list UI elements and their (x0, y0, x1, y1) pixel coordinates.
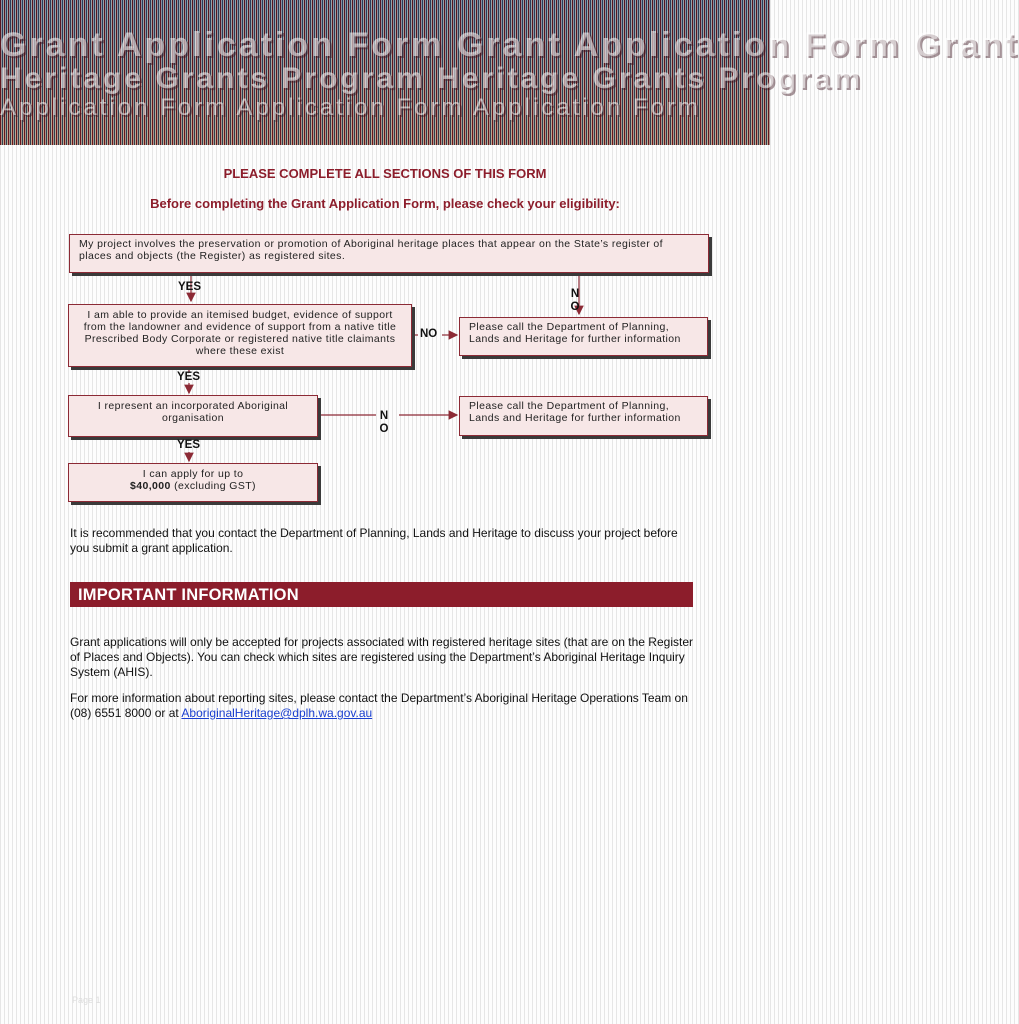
no-result-contact-department: Please call the Department of Planning, Lands and Heritage for further information (459, 396, 708, 436)
grant-amount: $40,000 (130, 480, 171, 492)
contact-text: For more information about reporting sites, please contact the Department’s Aboriginal Heritage Operations Team on (08) 6551 8000 or at (70, 691, 688, 720)
eligibility-step-budget-evidence: I am able to provide an itemised budget, evidence of support from the landowner and evidence of support from a native title Prescribed Body Corporate or registered native title claimants where these exist (68, 304, 412, 367)
flow-label-yes: YES (178, 281, 202, 293)
flow-label-yes: YES (177, 439, 201, 451)
important-para-contact (70, 691, 700, 721)
eligibility-result-grant-amount (68, 463, 318, 502)
important-para-registered-sites: Grant applications will only be accepted for projects associated with registered heritage sites (that are on the Register of Places and Objects). You can check which sites are registered using the Department’s Aboriginal Heritage Inquiry System (AHIS). (70, 635, 693, 679)
result-amount-line (77, 480, 309, 492)
flow-label-no: NO (420, 328, 438, 340)
page-footer-mark: Page 1 (72, 995, 101, 1005)
banner-text-line: Grant Application Form Grant Application Form Grant (0, 26, 1019, 64)
header-banner (0, 0, 1019, 145)
important-information-heading: IMPORTANT INFORMATION (70, 582, 693, 607)
flow-label-yes: YES (177, 371, 201, 383)
banner-text-line: Application Form Application Form Application Form (0, 94, 701, 121)
no-result-contact-department: Please call the Department of Planning, Lands and Heritage for further information (459, 317, 708, 356)
email-link[interactable]: AboriginalHeritage@dplh.wa.gov.au (181, 706, 373, 720)
eligibility-step-incorporated-org: I represent an incorporated Aboriginal organisation (68, 395, 318, 437)
eligibility-step-registered-site: My project involves the preservation or promotion of Aboriginal heritage places that appear on the State’s register of places and objects (the Register) as registered sites. (69, 234, 709, 273)
flow-label-no: NO (570, 288, 580, 313)
form-instruction-heading: PLEASE COMPLETE ALL SECTIONS OF THIS FORM (223, 166, 547, 181)
banner-text-line: Heritage Grants Program Heritage Grants Program (0, 62, 863, 95)
recommendation-text: It is recommended that you contact the Department of Planning, Lands and Heritage to discuss your project before you submit a grant application. (70, 526, 678, 555)
flow-label-no: NO (379, 410, 389, 435)
result-suffix: (excluding GST) (170, 480, 256, 492)
result-prefix: I can apply for up to (142, 468, 244, 480)
eligibility-heading: Before completing the Grant Application Form, please check your eligibility: (150, 196, 620, 211)
